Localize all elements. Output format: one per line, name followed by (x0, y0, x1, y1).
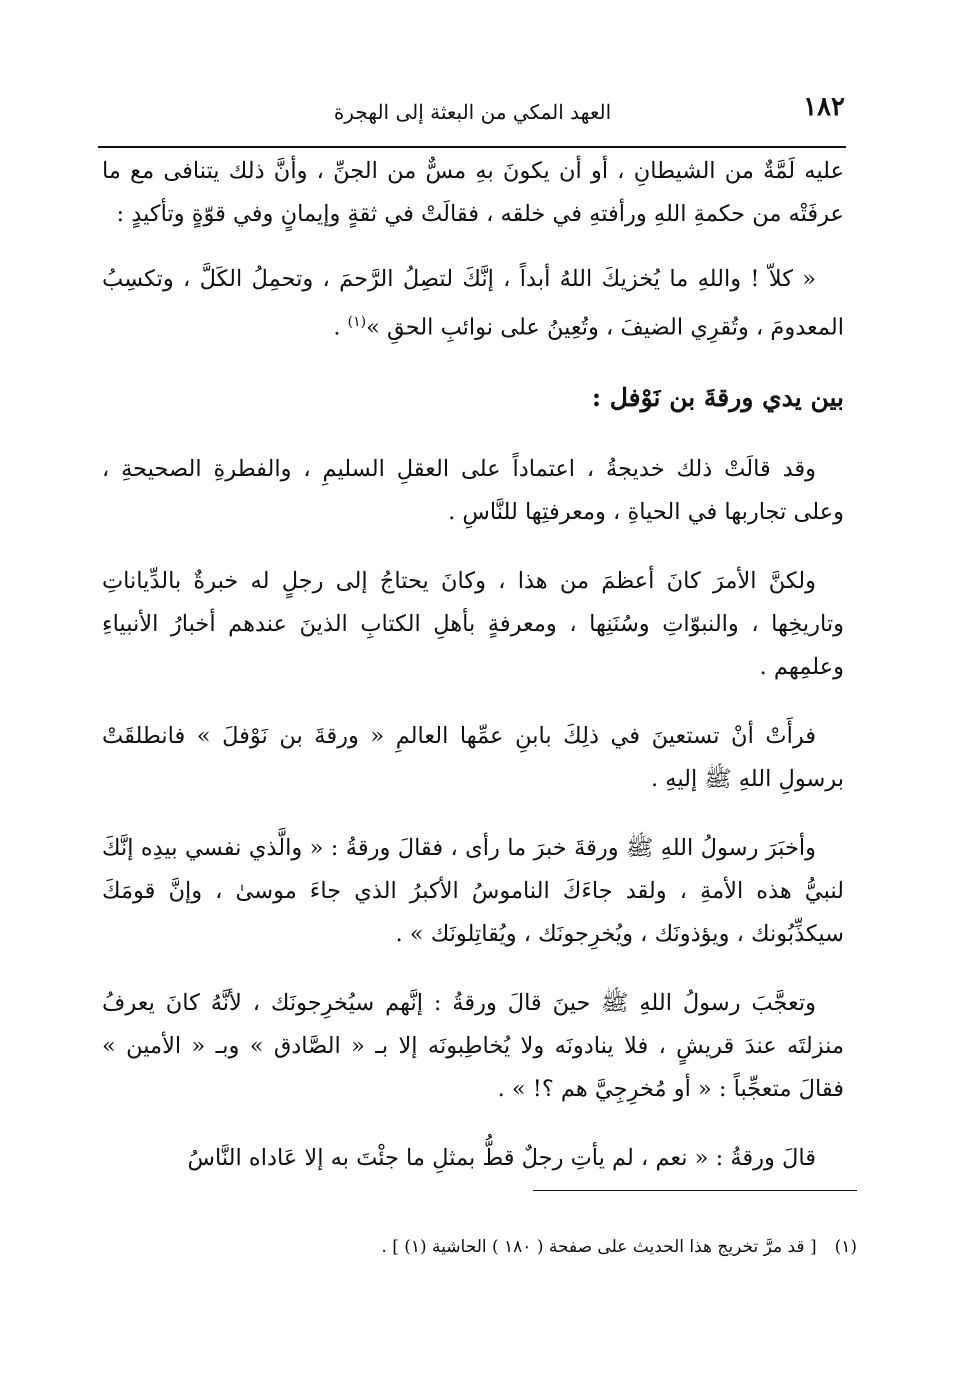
footnote-text: [ قد مرَّ تخريج هذا الحديث على صفحة ( ١٨٠ ) الحاشية (١) ] . (381, 1237, 817, 1257)
footnote-divider (533, 1190, 857, 1191)
paragraph-8: قالَ ورقةُ : « نعم ، لم يأتِ رجلٌ قطُّ بمثلِ ما جئْتَ به إلا عَاداه النَّاسُ (187, 1144, 816, 1171)
paragraph-1: عليه لَمَّةٌ من الشيطانِ ، أو أن يكونَ بهِ مسٌّ من الجنِّ ، وأنَّ ذلك يتنافى مع ما عرفَتْه من حكمةِ اللهِ ورأفتهِ في خلقه ، فقالَتْ في ثقةٍ وإيمانٍ وفي قوّةٍ وتأكيدٍ : (102, 158, 844, 227)
footnote (102, 1232, 857, 1262)
quote-end: . (333, 314, 348, 341)
paragraph-6: وأخبَرَ رسولُ اللهِ ﷺ ورقةَ خبرَ ما رأى ، فقالَ ورقةُ : « والَّذي نفسي بيدِه إنَّكَ لنبيُّ هذه الأمةِ ، ولقد جاءَكَ الناموسُ الأكبرُ الذي جاءَ موسىٰ ، وإنَّ قومَكَ سيكذِّبُونك ، ويؤذونَك ، ويُخرِجونَك ، ويُقاتِلونَك » . (102, 834, 844, 947)
header-divider (98, 146, 846, 148)
page-body (102, 150, 844, 1206)
quote-paragraph (102, 258, 844, 350)
footnote-reference: (١) (347, 314, 367, 330)
page-header (100, 88, 845, 136)
paragraph-3: وقد قالَتْ ذلك خديجةُ ، اعتماداً على العقلِ السليمِ ، والفطرةِ الصحيحةِ ، وعلى تجاربها في الحياةِ ، ومعرفتِها للنَّاسِ . (102, 455, 844, 525)
paragraph-7: وتعجَّبَ رسولُ اللهِ ﷺ حينَ قالَ ورقةُ : إنَّهم سيُخرِجونَك ، لأنَّهُ كانَ يعرفُ منزلتَه عندَ قريشٍ ، فلا ينادونَه ولا يُخاطِبونَه إلا بـ « الصَّادق » وبـ « الأمين » فقالَ متعجِّباً : « أو مُخرِجِيَّ هم ؟! » . (102, 989, 844, 1102)
paragraph-5: فرأَتْ أنْ تستعينَ في ذلِكَ بابنِ عمِّها العالمِ « ورقةَ بن نَوْفلَ » فانطلقَتْ برسولِ اللهِ ﷺ إليهِ . (102, 722, 844, 792)
paragraph-4: ولكنَّ الأمرَ كانَ أعظمَ من هذا ، وكانَ يحتاجُ إلى رجلٍ له خبرةٌ بالدِّياناتِ وتاريخِها ، والنبوّاتِ وسُنَنِها ، ومعرفةٍ بأهلِ الكتابِ الذينَ عندهم أخبارُ الأنبياءِ وعلمِهم . (102, 567, 844, 680)
section-heading: بين يدي ورقةَ بن نَوْفل : (591, 382, 844, 412)
running-title: العهد المكي من البعثة إلى الهجرة (333, 100, 612, 124)
page-number: ١٨٢ (803, 92, 845, 122)
footnote-number: (١) (834, 1237, 857, 1257)
quote-text: « كلاّ ! واللهِ ما يُخزيكَ اللهُ أبداً ، إنَّكَ لتصِلُ الرَّحمَ ، وتحمِلُ الكَلَّ ، وتكسِبُ المعدومَ ، وتُقرِي الضيفَ ، وتُعِينُ على نوائبِ الحقِ » (102, 266, 844, 341)
